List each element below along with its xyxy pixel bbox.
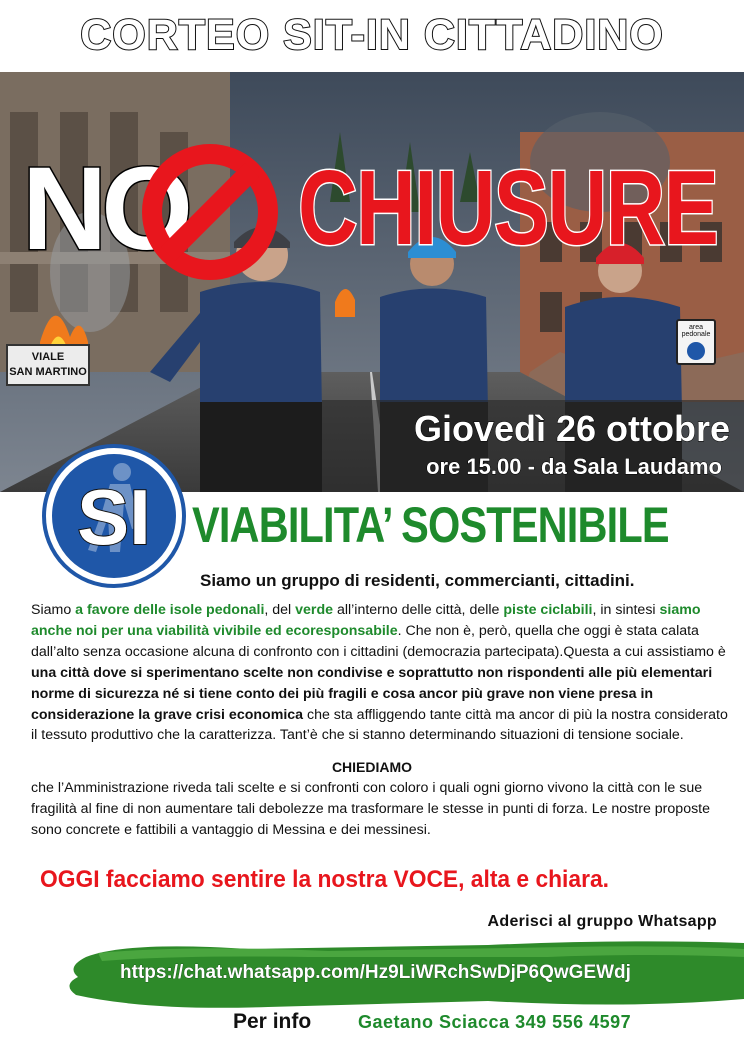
no-word-text: NO (22, 143, 187, 275)
prohibition-icon (140, 142, 280, 282)
si-pedestrian-sign (40, 432, 188, 600)
body-highlight: a favore delle isole pedonali (75, 602, 265, 618)
intro-line: Siamo un gruppo di residenti, commercianti, cittadini. (200, 571, 635, 590)
page-title: CORTEO SIT-IN CITTADINO (80, 11, 664, 59)
chiusure-word: CHIUSURE (298, 149, 718, 267)
pedestrian-icon (687, 342, 705, 360)
body-paragraph-2 (31, 778, 731, 841)
call-to-action: OGGI facciamo sentire la nostra VOCE, alta e chiara. (40, 866, 609, 893)
body-highlight: verde (295, 602, 334, 618)
area-pedonale-sign (676, 319, 716, 365)
chiediamo-heading: CHIEDIAMO (331, 759, 413, 775)
body-text: , del (264, 602, 296, 618)
per-info-label: Per info (233, 1010, 312, 1033)
event-time-place: ore 15.00 - da Sala Laudamo (426, 454, 722, 479)
contact-info[interactable]: Gaetano Sciacca 349 556 4597 (358, 1012, 632, 1032)
street-sign (6, 344, 90, 386)
body-highlight: siamo anche noi per una viabilità vivibile ed ecoresponsabile (31, 602, 701, 639)
whatsapp-link[interactable]: https://chat.whatsapp.com/Hz9LiWRchSwDjP6QwGEWdj (120, 962, 631, 983)
body-text: , in sintesi (592, 602, 660, 618)
event-date: Giovedì 26 ottobre (413, 408, 730, 449)
body-text: con le sue fragilità al fine di non aumentare tali debolezze ma trasformare le stesse in punti di forza. Le nostre proposte sono concrete e fattibili a vantaggio di Messina e dei messinesi. (31, 780, 711, 838)
street-sign-line1: VIALE (31, 351, 65, 363)
area-sign-label: area pedonale (681, 324, 711, 338)
slogan: VIABILITA’ SOSTENIBILE (192, 497, 669, 553)
body-bold: una città dove si sperimentano scelte non condivise e soprattutto non rispondenti alle più elementari norme di sicurezza né si tiene conto dei più fragili e cosa ancor più grave non viene presa in considerazione la grave crisi economica (31, 664, 713, 723)
body-text: Siamo (31, 602, 76, 618)
body-bold: che l’Amministrazione riveda tali scelte e si confronti con coloro i quali ogni giorno vivono la città (31, 780, 634, 796)
street-sign-line2: SAN MARTINO (9, 366, 87, 378)
si-label: SI (77, 473, 151, 561)
join-whatsapp-label: Aderisci al gruppo Whatsapp (487, 913, 717, 930)
body-highlight: piste ciclabili (503, 602, 593, 618)
body-text: che sta affliggendo tante città ma ancor di più la nostra considerato il tessuto produttivo che la caratterizza. Tant’è che si stanno determinando situazioni di tensione sociale. (31, 706, 728, 744)
body-paragraph-1 (31, 600, 731, 746)
body-text: all’interno delle città, delle (333, 602, 504, 618)
body-text: . Che non è, però, quella che oggi è stata calata dall’alto senza occasione alcuna di confronto con i cittadini (democrazia partecipata).Questa a cui assistiamo è (31, 622, 726, 660)
